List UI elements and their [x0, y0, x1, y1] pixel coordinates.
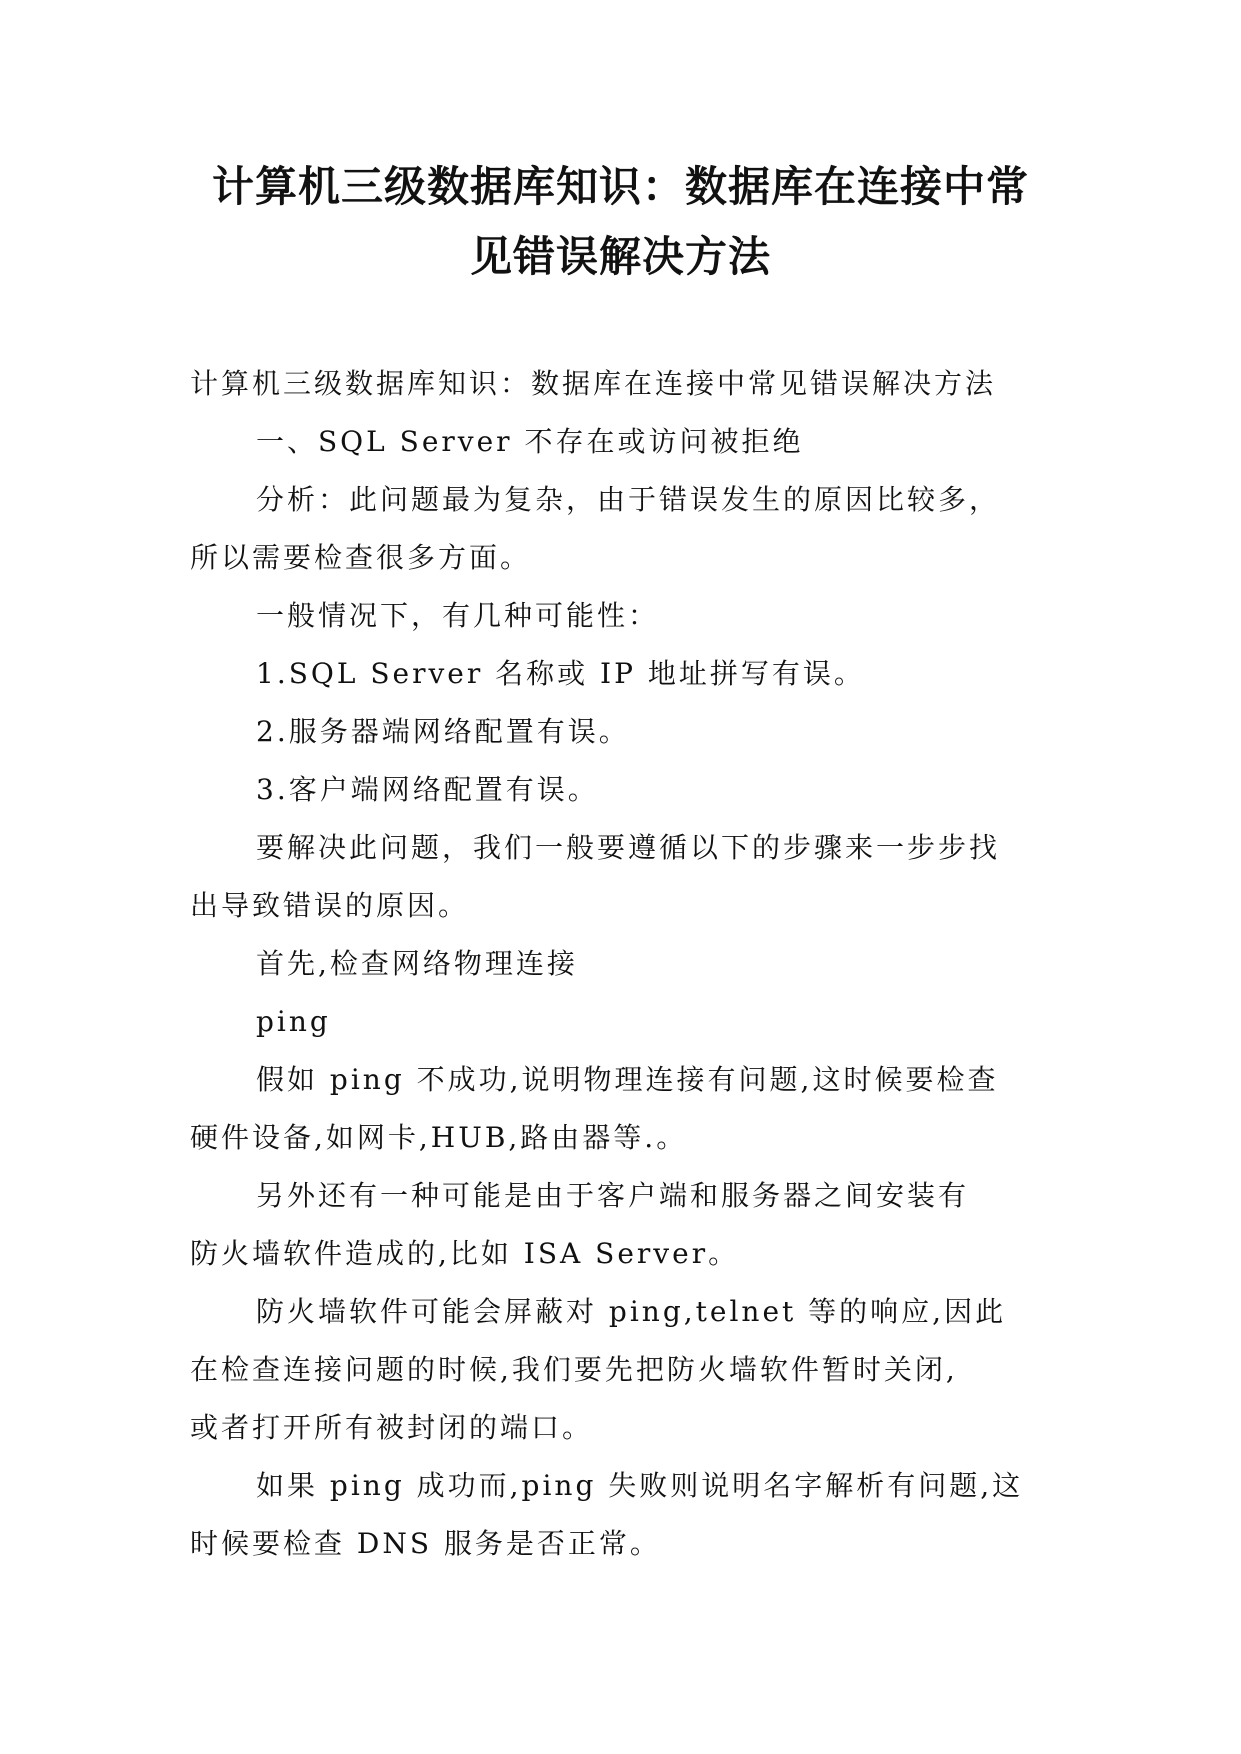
- paragraph-steps-line: 要解决此问题，我们一般要遵循以下的步骤来一步步找: [256, 831, 1001, 864]
- document-title: [185, 152, 1056, 292]
- paragraph-intro: 计算机三级数据库知识：数据库在连接中常见错误解决方法: [190, 367, 997, 400]
- paragraph-analysis-line: 分析：此问题最为复杂，由于错误发生的原因比较多，: [256, 483, 1001, 516]
- paragraph-ping-fail-continuation: 硬件设备,如网卡,HUB,路由器等.。: [190, 1121, 688, 1154]
- paragraph-ping-fail-line: 假如 ping 不成功,说明物理连接有问题,这时候要检查: [256, 1063, 999, 1096]
- paragraph-analysis-continuation: 所以需要检查很多方面。: [190, 541, 532, 574]
- paragraph-dns-continuation: 时候要检查 DNS 服务是否正常。: [190, 1527, 661, 1560]
- list-item: 2.服务器端网络配置有误。: [256, 715, 630, 748]
- paragraph-ping: ping: [256, 1005, 331, 1038]
- paragraph-possibilities: 一般情况下，有几种可能性：: [256, 599, 660, 632]
- paragraph-firewall-block-line: 防火墙软件可能会屏蔽对 ping,telnet 等的响应,因此: [256, 1295, 1007, 1328]
- paragraph-firewall-continuation: 防火墙软件造成的,比如 ISA Server。: [190, 1237, 740, 1270]
- list-item: 1.SQL Server 名称或 IP 地址拼写有误。: [256, 657, 865, 690]
- list-item: 3.客户端网络配置有误。: [256, 773, 599, 806]
- title-line-2: 见错误解决方法: [469, 232, 771, 281]
- paragraph-steps-continuation: 出导致错误的原因。: [190, 889, 470, 922]
- paragraph-dns-line: 如果 ping 成功而,ping 失败则说明名字解析有问题,这: [256, 1469, 1024, 1502]
- paragraph-firewall-block-continuation: 在检查连接问题的时候,我们要先把防火墙软件暂时关闭,: [190, 1353, 958, 1386]
- paragraph-firewall-block-end: 或者打开所有被封闭的端口。: [190, 1411, 594, 1444]
- title-line-1: 计算机三级数据库知识：数据库在连接中常: [211, 162, 1029, 211]
- document-body: [190, 355, 1052, 1573]
- section-heading: 一、SQL Server 不存在或访问被拒绝: [256, 425, 804, 458]
- paragraph-firewall-line: 另外还有一种可能是由于客户端和服务器之间安装有: [256, 1179, 970, 1212]
- paragraph-first-check: 首先,检查网络物理连接: [256, 947, 578, 980]
